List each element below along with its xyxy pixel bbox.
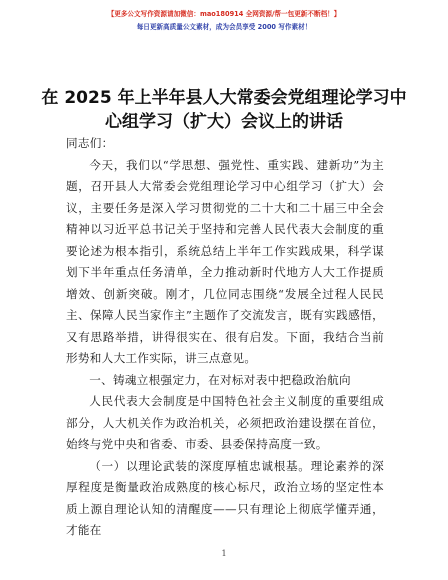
promo-banner-line-2: 每日更新高质量公文素材，成为会员享受 2000 写作素材！: [136, 23, 312, 31]
page-number: 1: [221, 549, 227, 558]
paragraph-section-1: 人民代表大会制度是中国特色社会主义制度的重要组成部分，人大机关作为政治机关，必须把政治建设摆在首位，始终与党中央和省委、市委、县委保持高度一致。: [66, 394, 384, 451]
paragraph-intro: 今天，我们以“学思想、强党性、重实践、建新功”为主题，召开县人大常委会党组理论学习中心组学习（扩大）会议，主要任务是深入学习贯彻党的二十大和二十届三中全会精神以习近平总书记关于坚持和完善人民代表大会制度的重要论述为根本指引，系统总结上半年工作实践成果，科学谋划下半年重点任务清单，全力推动新时代地方人大工作提质增效、创新突破。刚才，几位同志围绕“发展全过程人民民主、保障人民当家作主”主题作了交流发言，既有实践感悟，又有思路举措，讲得很实在、很有启发。下面，我结合当前形势和人大工作实际，讲三点意见。: [66, 157, 384, 365]
document-body: [66, 133, 384, 542]
promo-banner-line-1: 【更多公文写作资源请加微信：mao180914 全网资源/帮一包更新不断档！】: [107, 10, 341, 18]
promo-banner: [0, 8, 448, 33]
greeting: 同志们：: [66, 136, 114, 150]
paragraph-subsection-1: （一）以理论武装的深度厚植忠诚根基。理论素养的深厚程度是衡量政治成熟度的核心标尺，政治立场的坚定性本质上源自理论认知的清醒度——只有理论上彻底学懂弄通，才能在: [66, 458, 384, 537]
section-heading-1: 一、铸魂立根强定力，在对标对表中把稳政治航向: [89, 372, 351, 387]
document-title: 在 2025 年上半年县人大常委会党组理论学习中心组学习（扩大）会议上的讲话: [41, 88, 407, 132]
